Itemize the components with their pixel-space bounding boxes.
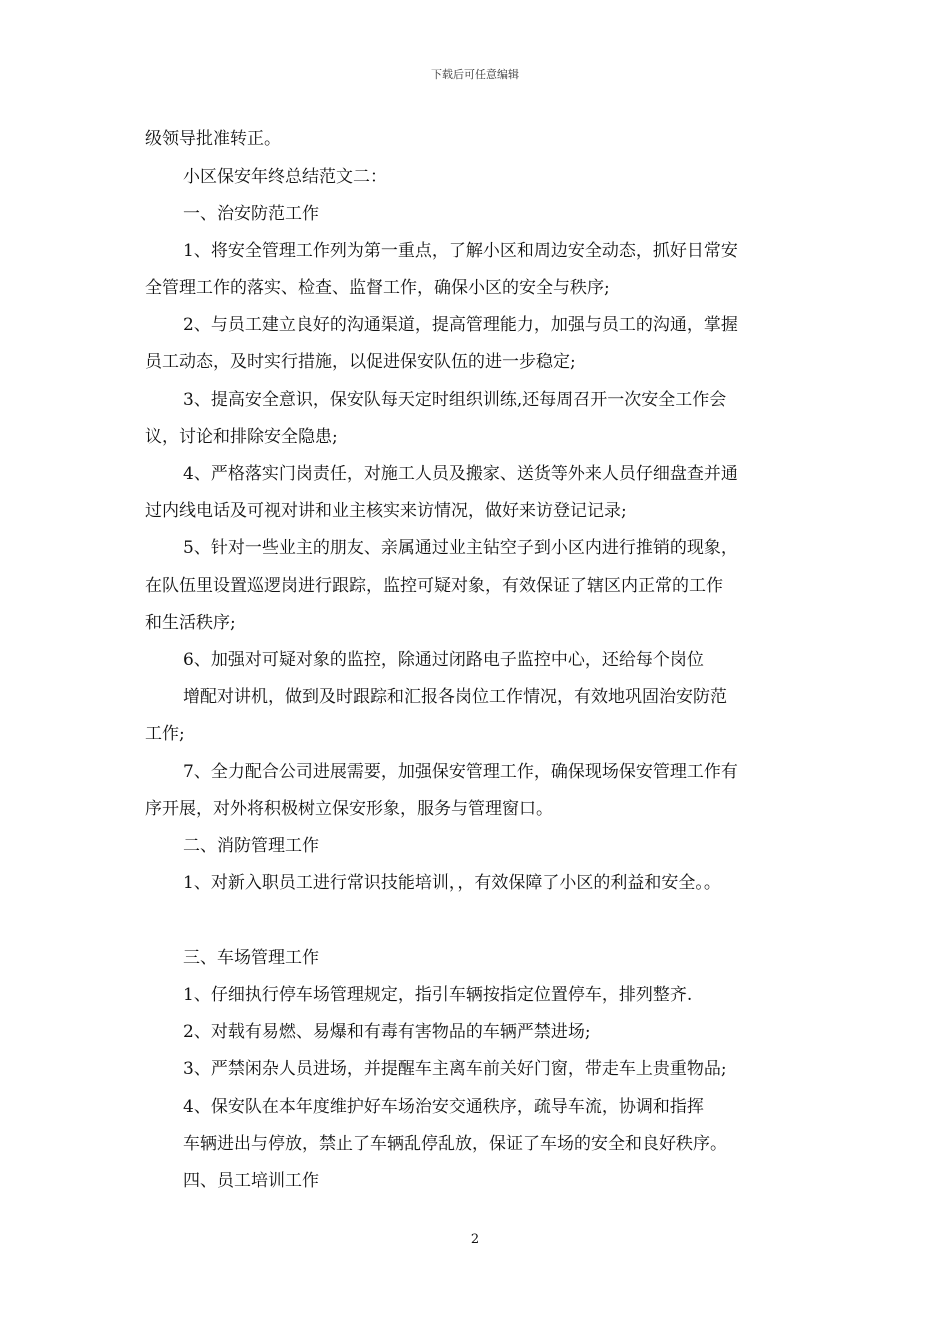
heading-line: 三、车场管理工作	[183, 948, 319, 968]
paragraph-line: 全管理工作的落实、检查、监督工作，确保小区的安全与秩序;	[145, 278, 610, 298]
paragraph-line: 7、全力配合公司进展需要，加强保安管理工作，确保现场保安管理工作有	[183, 762, 738, 782]
page-header-note: 下载后可任意编辑	[431, 68, 519, 81]
paragraph-line: 和生活秩序;	[145, 613, 236, 633]
paragraph-line: 在队伍里设置巡逻岗进行跟踪，监控可疑对象，有效保证了辖区内正常的工作	[145, 576, 723, 596]
paragraph-line: 3、提高安全意识，保安队每天定时组织训练,还每周召开一次安全工作会	[183, 390, 727, 410]
heading-line: 四、员工培训工作	[183, 1171, 319, 1191]
paragraph-line: 1、对新入职员工进行常识技能培训，，有效保障了小区的利益和安全。。	[183, 873, 721, 893]
paragraph-line: 4、保安队在本年度维护好车场治安交通秩序，疏导车流，协调和指挥	[183, 1097, 704, 1117]
paragraph-line: 5、针对一些业主的朋友、亲属通过业主钻空子到小区内进行推销的现象，	[183, 538, 738, 558]
paragraph-line: 级领导批准转正。	[145, 129, 281, 149]
paragraph-line: 6、加强对可疑对象的监控，除通过闭路电子监控中心，还给每个岗位	[183, 650, 704, 670]
paragraph-line: 4、严格落实门岗责任，对施工人员及搬家、送货等外来人员仔细盘查并通	[183, 464, 738, 484]
paragraph-line: 工作;	[145, 724, 185, 744]
paragraph-line: 1、将安全管理工作列为第一重点，了解小区和周边安全动态，抓好日常安	[183, 241, 738, 261]
section-title: 小区保安年终总结范文二：	[183, 167, 387, 187]
paragraph-line: 增配对讲机，做到及时跟踪和汇报各岗位工作情况，有效地巩固治安防范	[183, 687, 727, 707]
heading-line: 一、治安防范工作	[183, 204, 319, 224]
paragraph-line: 序开展，对外将积极树立保安形象，服务与管理窗口。	[145, 799, 553, 819]
heading-line: 二、消防管理工作	[183, 836, 319, 856]
page-number: 2	[470, 1232, 480, 1247]
paragraph-line: 议，讨论和排除安全隐患;	[145, 427, 338, 447]
paragraph-line: 2、与员工建立良好的沟通渠道，提高管理能力，加强与员工的沟通，掌握	[183, 315, 738, 335]
paragraph-line: 3、严禁闲杂人员进场，并提醒车主离车前关好门窗，带走车上贵重物品;	[183, 1059, 727, 1079]
paragraph-line: 1、仔细执行停车场管理规定，指引车辆按指定位置停车，排列整齐.	[183, 985, 693, 1005]
paragraph-line: 2、对载有易燃、易爆和有毒有害物品的车辆严禁进场;	[183, 1022, 591, 1042]
paragraph-line: 车辆进出与停放，禁止了车辆乱停乱放，保证了车场的安全和良好秩序。	[183, 1134, 727, 1154]
paragraph-line: 过内线电话及可视对讲和业主核实来访情况，做好来访登记记录;	[145, 501, 627, 521]
paragraph-line: 员工动态，及时实行措施，以促进保安队伍的进一步稳定;	[145, 352, 576, 372]
